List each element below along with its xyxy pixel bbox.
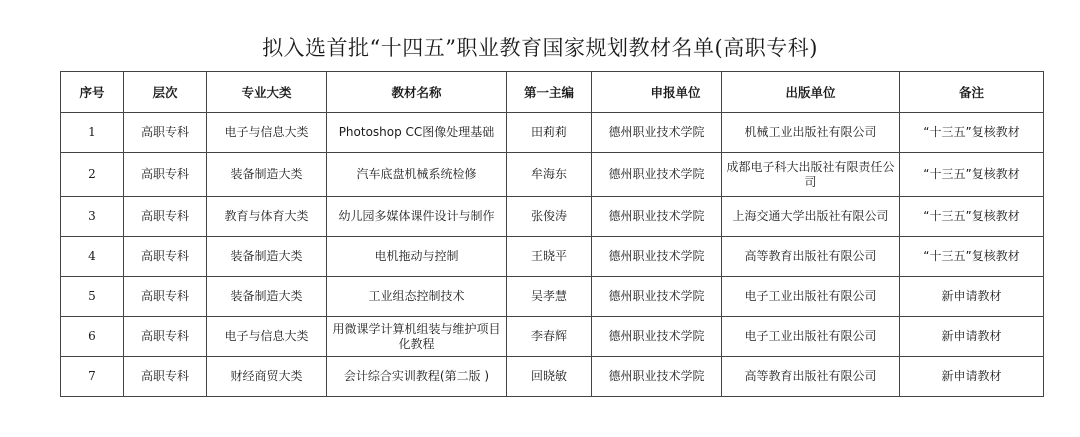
cell-serial: 5 bbox=[61, 277, 124, 317]
header-book-name: 教材名称 bbox=[327, 72, 507, 113]
cell-book-name: 用微课学计算机组装与维护项目化教程 bbox=[327, 317, 507, 357]
cell-level: 高职专科 bbox=[124, 277, 207, 317]
cell-note: “十三五”复核教材 bbox=[900, 197, 1044, 237]
table-row bbox=[61, 113, 1044, 153]
cell-serial: 2 bbox=[61, 153, 124, 197]
header-serial: 序号 bbox=[61, 72, 124, 113]
cell-publisher: 机械工业出版社有限公司 bbox=[722, 113, 900, 153]
cell-note: “十三五”复核教材 bbox=[900, 113, 1044, 153]
cell-publisher: 高等教育出版社有限公司 bbox=[722, 357, 900, 397]
header-note: 备注 bbox=[900, 72, 1044, 113]
cell-level: 高职专科 bbox=[124, 113, 207, 153]
header-level: 层次 bbox=[124, 72, 207, 113]
cell-category: 财经商贸大类 bbox=[207, 357, 327, 397]
cell-book-name: 汽车底盘机械系统检修 bbox=[327, 153, 507, 197]
cell-category: 教育与体育大类 bbox=[207, 197, 327, 237]
table-row bbox=[61, 197, 1044, 237]
cell-applicant: 德州职业技术学院 bbox=[592, 153, 722, 197]
table-row bbox=[61, 317, 1044, 357]
cell-book-name: 电机拖动与控制 bbox=[327, 237, 507, 277]
table-row bbox=[61, 237, 1044, 277]
cell-applicant: 德州职业技术学院 bbox=[592, 237, 722, 277]
cell-applicant: 德州职业技术学院 bbox=[592, 357, 722, 397]
cell-serial: 1 bbox=[61, 113, 124, 153]
cell-editor: 张俊涛 bbox=[507, 197, 592, 237]
cell-level: 高职专科 bbox=[124, 237, 207, 277]
cell-note: “十三五”复核教材 bbox=[900, 237, 1044, 277]
cell-applicant: 德州职业技术学院 bbox=[592, 113, 722, 153]
cell-applicant: 德州职业技术学院 bbox=[592, 197, 722, 237]
cell-publisher: 电子工业出版社有限公司 bbox=[722, 277, 900, 317]
cell-applicant: 德州职业技术学院 bbox=[592, 277, 722, 317]
cell-book-name: 幼儿园多媒体课件设计与制作 bbox=[327, 197, 507, 237]
cell-editor: 王晓平 bbox=[507, 237, 592, 277]
cell-serial: 3 bbox=[61, 197, 124, 237]
textbook-list-table bbox=[60, 71, 1044, 397]
cell-serial: 7 bbox=[61, 357, 124, 397]
cell-publisher: 上海交通大学出版社有限公司 bbox=[722, 197, 900, 237]
header-editor: 第一主编 bbox=[507, 72, 592, 113]
cell-editor: 田莉莉 bbox=[507, 113, 592, 153]
cell-note: 新申请教材 bbox=[900, 277, 1044, 317]
cell-publisher: 成都电子科大出版社有限责任公司 bbox=[722, 153, 900, 197]
cell-level: 高职专科 bbox=[124, 197, 207, 237]
cell-editor: 牟海东 bbox=[507, 153, 592, 197]
cell-book-name: Photoshop CC图像处理基础 bbox=[327, 113, 507, 153]
cell-applicant: 德州职业技术学院 bbox=[592, 317, 722, 357]
cell-serial: 6 bbox=[61, 317, 124, 357]
cell-note: “十三五”复核教材 bbox=[900, 153, 1044, 197]
header-category: 专业大类 bbox=[207, 72, 327, 113]
header-publisher: 出版单位 bbox=[722, 72, 900, 113]
cell-category: 装备制造大类 bbox=[207, 237, 327, 277]
cell-publisher: 电子工业出版社有限公司 bbox=[722, 317, 900, 357]
cell-editor: 回晓敏 bbox=[507, 357, 592, 397]
cell-level: 高职专科 bbox=[124, 153, 207, 197]
table-row bbox=[61, 277, 1044, 317]
table-row bbox=[61, 357, 1044, 397]
cell-serial: 4 bbox=[61, 237, 124, 277]
cell-level: 高职专科 bbox=[124, 317, 207, 357]
cell-publisher: 高等教育出版社有限公司 bbox=[722, 237, 900, 277]
table-row bbox=[61, 153, 1044, 197]
cell-note: 新申请教材 bbox=[900, 357, 1044, 397]
cell-editor: 吴孝慧 bbox=[507, 277, 592, 317]
cell-note: 新申请教材 bbox=[900, 317, 1044, 357]
document-title: 拟入选首批“十四五”职业教育国家规划教材名单(高职专科) bbox=[262, 36, 818, 60]
cell-book-name: 工业组态控制技术 bbox=[327, 277, 507, 317]
cell-editor: 李春辉 bbox=[507, 317, 592, 357]
cell-category: 电子与信息大类 bbox=[207, 113, 327, 153]
cell-category: 装备制造大类 bbox=[207, 153, 327, 197]
header-applicant: 申报单位 bbox=[592, 72, 722, 113]
table-header-row bbox=[61, 72, 1044, 113]
cell-category: 电子与信息大类 bbox=[207, 317, 327, 357]
cell-level: 高职专科 bbox=[124, 357, 207, 397]
cell-book-name: 会计综合实训教程(第二版 ) bbox=[327, 357, 507, 397]
cell-category: 装备制造大类 bbox=[207, 277, 327, 317]
